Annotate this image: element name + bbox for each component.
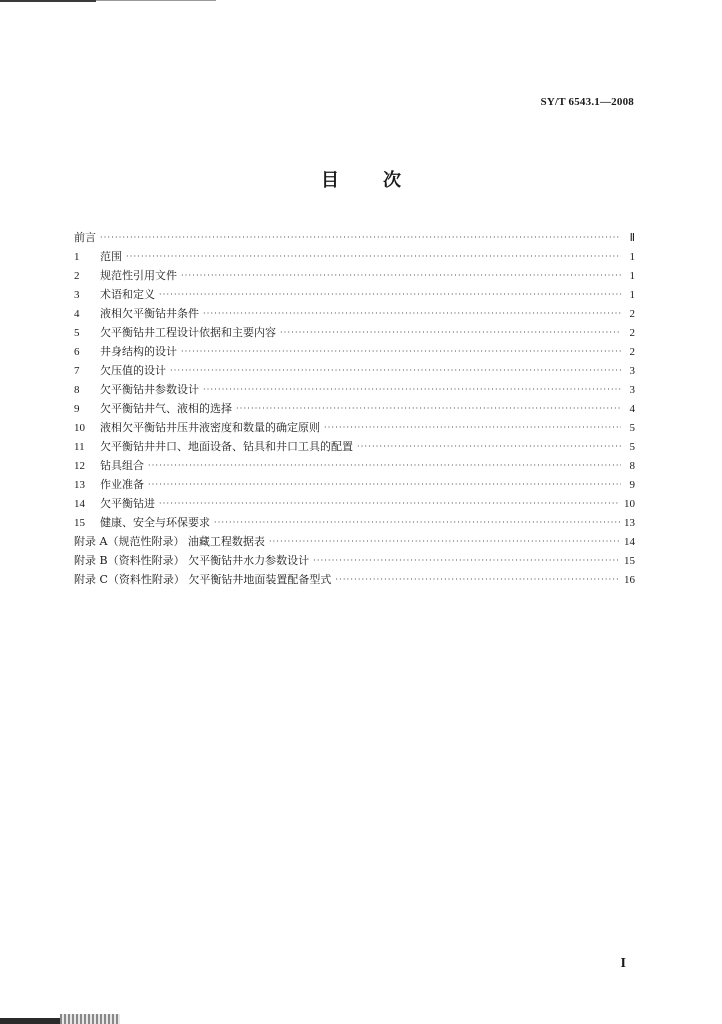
toc-entry — [74, 418, 635, 437]
toc-entry-number: 4 — [74, 308, 80, 320]
toc-entry — [74, 532, 635, 551]
toc-leader-dots — [100, 234, 621, 242]
toc-entry — [74, 437, 635, 456]
table-of-contents — [74, 228, 635, 589]
toc-entry-label: 欠平衡钻井气、液相的选择 — [100, 402, 232, 415]
toc-entry-number: 2 — [74, 270, 80, 282]
toc-leader-dots — [280, 329, 621, 337]
toc-entry-page: 1 — [629, 251, 635, 263]
toc-entry-number: 5 — [74, 327, 80, 339]
toc-leader-dots — [203, 310, 621, 318]
toc-entry-page: 4 — [629, 403, 635, 415]
toc-entry — [74, 399, 635, 418]
toc-leader-dots — [324, 424, 621, 432]
toc-entry-page: Ⅱ — [629, 232, 635, 244]
toc-entry — [74, 456, 635, 475]
scan-artifact-bottom — [0, 1018, 60, 1024]
toc-leader-dots — [313, 557, 620, 565]
toc-entry-number: 11 — [74, 441, 85, 453]
toc-entry-label: 健康、安全与环保要求 — [100, 516, 210, 529]
toc-leader-dots — [203, 386, 621, 394]
toc-entry-page: 10 — [624, 498, 635, 510]
title-char-1: 目 — [321, 170, 339, 191]
toc-entry-number: 1 — [74, 251, 80, 263]
page-title — [0, 166, 722, 192]
toc-entry — [74, 266, 635, 285]
toc-entry-label: 附录 C（资料性附录） 欠平衡钻井地面装置配备型式 — [74, 573, 332, 586]
toc-entry-label: 欠压值的设计 — [100, 364, 166, 377]
toc-entry-number: 13 — [74, 479, 85, 491]
toc-entry-page: 14 — [624, 536, 635, 548]
toc-leader-dots — [236, 405, 621, 413]
toc-entry-number: 14 — [74, 498, 85, 510]
toc-entry-label: 井身结构的设计 — [100, 345, 177, 358]
standard-code: SY/T 6543.1—2008 — [540, 96, 634, 108]
toc-entry — [74, 285, 635, 304]
toc-entry-page: 3 — [629, 365, 635, 377]
toc-entry-label: 规范性引用文件 — [100, 269, 177, 282]
toc-entry-page: 9 — [629, 479, 635, 491]
toc-leader-dots — [159, 500, 620, 508]
toc-leader-dots — [148, 481, 621, 489]
toc-entry-number: 7 — [74, 365, 80, 377]
page-number: I — [620, 956, 626, 971]
toc-entry-number: 10 — [74, 422, 85, 434]
toc-entry-number: 12 — [74, 460, 85, 472]
toc-leader-dots — [148, 462, 621, 470]
toc-entry-page: 1 — [629, 289, 635, 301]
toc-entry-number: 9 — [74, 403, 80, 415]
toc-entry — [74, 304, 635, 323]
toc-entry — [74, 551, 635, 570]
toc-entry-label: 欠平衡钻井参数设计 — [100, 383, 199, 396]
toc-leader-dots — [170, 367, 621, 375]
toc-entry-number: 8 — [74, 384, 80, 396]
toc-entry-page: 2 — [629, 346, 635, 358]
toc-entry-label: 前言 — [74, 231, 96, 244]
toc-entry — [74, 570, 635, 589]
toc-entry-page: 2 — [629, 308, 635, 320]
toc-entry-number: 15 — [74, 517, 85, 529]
toc-entry-page: 2 — [629, 327, 635, 339]
title-char-2: 次 — [383, 170, 401, 191]
toc-entry-page: 5 — [629, 422, 635, 434]
toc-entry-page: 8 — [629, 460, 635, 472]
toc-entry-label: 作业准备 — [100, 478, 144, 491]
toc-entry-label: 欠平衡钻井井口、地面设备、钻具和井口工具的配置 — [100, 440, 353, 453]
toc-leader-dots — [126, 253, 621, 261]
toc-leader-dots — [181, 348, 621, 356]
toc-entry-page: 3 — [629, 384, 635, 396]
toc-entry — [74, 228, 635, 247]
toc-entry-page: 13 — [624, 517, 635, 529]
toc-entry-label: 欠平衡钻井工程设计依据和主要内容 — [100, 326, 276, 339]
toc-entry-page: 1 — [629, 270, 635, 282]
scan-artifact-top-light — [96, 0, 216, 1]
toc-entry — [74, 247, 635, 266]
scan-artifact-top — [0, 0, 96, 2]
toc-leader-dots — [214, 519, 620, 527]
toc-entry — [74, 513, 635, 532]
toc-leader-dots — [181, 272, 621, 280]
toc-leader-dots — [357, 443, 621, 451]
toc-entry-label: 钻具组合 — [100, 459, 144, 472]
toc-entry-label: 液相欠平衡钻井条件 — [100, 307, 199, 320]
toc-entry — [74, 380, 635, 399]
toc-entry-label: 欠平衡钻进 — [100, 497, 155, 510]
toc-entry-label: 附录 A（规范性附录） 油藏工程数据表 — [74, 535, 265, 548]
toc-entry — [74, 323, 635, 342]
toc-entry-number: 3 — [74, 289, 80, 301]
toc-leader-dots — [269, 538, 620, 546]
toc-entry-label: 液相欠平衡钻井压井液密度和数量的确定原则 — [100, 421, 320, 434]
toc-entry-page: 5 — [629, 441, 635, 453]
toc-entry — [74, 342, 635, 361]
toc-entry-page: 16 — [624, 574, 635, 586]
toc-entry-label: 范围 — [100, 250, 122, 263]
toc-entry — [74, 475, 635, 494]
toc-entry-label: 术语和定义 — [100, 288, 155, 301]
toc-entry-page: 15 — [624, 555, 635, 567]
toc-entry-label: 附录 B（资料性附录） 欠平衡钻井水力参数设计 — [74, 554, 310, 567]
toc-leader-dots — [335, 576, 620, 584]
scan-artifact-bottom-noise — [60, 1014, 120, 1024]
toc-entry — [74, 361, 635, 380]
toc-entry — [74, 494, 635, 513]
toc-entry-number: 6 — [74, 346, 80, 358]
toc-leader-dots — [159, 291, 621, 299]
